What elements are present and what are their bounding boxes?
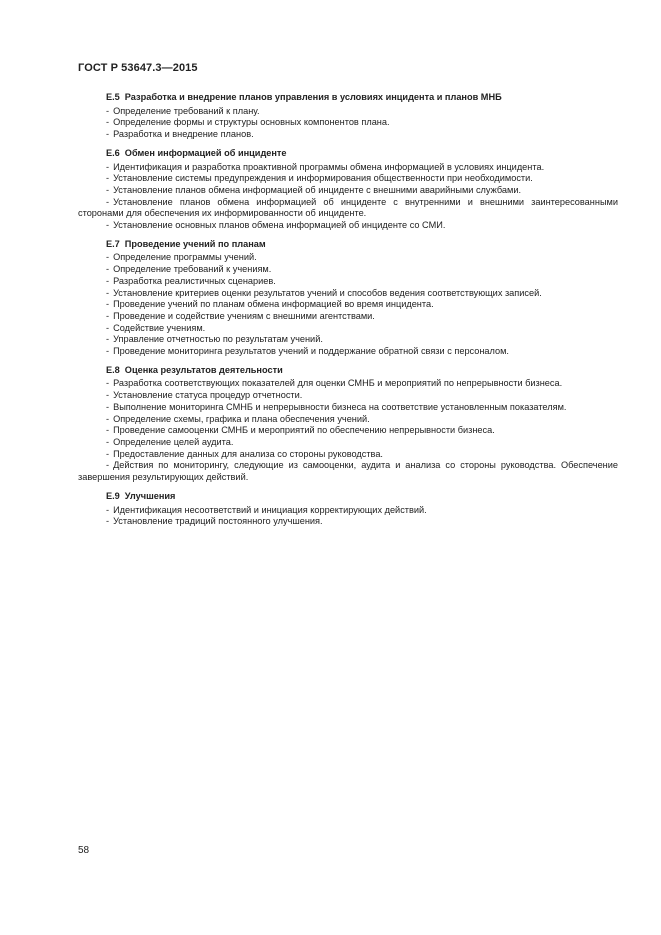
list-item <box>78 299 618 311</box>
list-item-text: Разработка и внедрение планов. <box>113 129 254 140</box>
section-number: Е.8 <box>106 364 120 375</box>
bullet-dash: - <box>106 346 110 357</box>
list-item <box>78 276 618 288</box>
document-body <box>78 92 618 535</box>
section-e9 <box>78 491 618 528</box>
section-e6 <box>78 148 618 232</box>
bullet-dash: - <box>106 436 110 447</box>
bullet-dash: - <box>106 310 110 321</box>
bullet-dash: - <box>106 275 110 286</box>
bullet-dash: - <box>106 322 110 333</box>
list-item <box>78 414 618 426</box>
list-item <box>78 402 618 414</box>
bullet-dash: - <box>106 264 110 275</box>
list-item <box>78 378 618 390</box>
bullet-dash: - <box>106 105 110 116</box>
bullet-dash: - <box>106 516 110 527</box>
list-item-text: Установление основных планов обмена информацией об инциденте со СМИ. <box>113 220 446 231</box>
list-item-text: Разработка соответствующих показателей для оценки СМНБ и мероприятий по непрерывности бизнеса. <box>113 378 563 389</box>
section-e8 <box>78 365 618 484</box>
list-item <box>78 173 618 185</box>
list-item-text: Выполнение мониторинга СМНБ и непрерывности бизнеса на соответствие установленным показателям. <box>113 401 567 412</box>
list-item-text: Разработка реалистичных сценариев. <box>113 275 276 286</box>
bullet-dash: - <box>106 448 110 459</box>
list-item <box>78 425 618 437</box>
list-item <box>78 264 618 276</box>
section-heading: Оценка результатов деятельности <box>124 364 283 375</box>
bullet-dash: - <box>106 378 110 389</box>
list-item <box>78 117 618 129</box>
list-item <box>78 505 618 517</box>
section-e5 <box>78 92 618 141</box>
page-number: 58 <box>78 845 90 856</box>
list-item-text: Проведение и содействие учениям с внешними агентствами. <box>113 310 375 321</box>
list-item <box>78 185 618 197</box>
bullet-dash: - <box>106 220 110 231</box>
bullet-dash: - <box>106 425 110 436</box>
list-item-text: Установление планов обмена информацией об инциденте с внешними аварийными службами. <box>113 184 522 195</box>
list-item-text: Проведение мониторинга результатов учений и поддержание обратной связи с персоналом. <box>113 346 509 357</box>
list-item <box>78 449 618 461</box>
section-heading: Улучшения <box>124 490 176 501</box>
section-title <box>78 491 618 503</box>
list-item <box>78 106 618 118</box>
list-item-text: Проведение учений по планам обмена информацией во время инцидента. <box>113 299 434 310</box>
bullet-dash: - <box>106 334 110 345</box>
list-item <box>78 437 618 449</box>
bullet-dash: - <box>106 390 110 401</box>
list-item-text: Определение формы и структуры основных компонентов плана. <box>113 117 390 128</box>
list-item <box>78 516 618 528</box>
bullet-dash: - <box>106 184 110 195</box>
list-item-text: Определение требований к учениям. <box>113 264 272 275</box>
list-item <box>78 390 618 402</box>
bullet-dash: - <box>106 252 110 263</box>
list-item-text: Определение требований к плану. <box>113 105 260 116</box>
list-item <box>78 334 618 346</box>
list-item-text: Определение схемы, графика и плана обеспечения учений. <box>113 413 370 424</box>
list-item-text: Определение программы учений. <box>113 252 257 263</box>
list-item-text: Проведение самооценки СМНБ и мероприятий по обеспечению непрерывности бизнеса. <box>113 425 495 436</box>
bullet-dash: - <box>106 460 110 471</box>
list-item <box>78 252 618 264</box>
list-item-text: Установление планов обмена информацией об инциденте с внутренними и внешними заинтересованными сторонами для обеспечения их информированности об инциденте. <box>78 196 618 219</box>
bullet-dash: - <box>106 299 110 310</box>
section-title <box>78 365 618 377</box>
section-heading: Разработка и внедрение планов управления в условиях инцидента и планов МНБ <box>124 92 502 102</box>
list-item <box>78 162 618 174</box>
list-item-text: Установление системы предупреждения и информирования общественности при необходимости. <box>113 173 533 184</box>
section-number: Е.5 <box>106 92 120 102</box>
bullet-dash: - <box>106 413 110 424</box>
section-title <box>78 92 618 104</box>
list-item <box>78 323 618 335</box>
list-item <box>78 129 618 141</box>
bullet-dash: - <box>106 161 110 172</box>
document-header: ГОСТ Р 53647.3—2015 <box>78 62 198 74</box>
bullet-dash: - <box>106 196 110 207</box>
list-item <box>78 311 618 323</box>
list-item <box>78 288 618 300</box>
list-item-text: Содействие учениям. <box>113 322 206 333</box>
list-item <box>78 197 618 220</box>
section-title <box>78 148 618 160</box>
section-e7 <box>78 239 618 358</box>
bullet-dash: - <box>106 117 110 128</box>
list-item <box>78 220 618 232</box>
bullet-dash: - <box>106 173 110 184</box>
bullet-dash: - <box>106 401 110 412</box>
list-item-text: Установление традиций постоянного улучшения. <box>113 516 323 527</box>
section-number: Е.9 <box>106 490 120 501</box>
list-item-text: Определение целей аудита. <box>113 436 234 447</box>
list-item-text: Предоставление данных для анализа со стороны руководства. <box>113 448 383 459</box>
section-number: Е.6 <box>106 147 120 158</box>
section-title <box>78 239 618 251</box>
list-item <box>78 346 618 358</box>
bullet-dash: - <box>106 129 110 140</box>
list-item-text: Установление статуса процедур отчетности. <box>113 390 303 401</box>
list-item-text: Действия по мониторингу, следующие из самооценки, аудита и анализа со стороны руководства. Обеспечение завершения результирующих действий. <box>78 460 618 483</box>
bullet-dash: - <box>106 504 110 515</box>
list-item-text: Идентификация несоответствий и инициация корректирующих действий. <box>113 504 427 515</box>
section-number: Е.7 <box>106 238 120 249</box>
list-item <box>78 460 618 483</box>
list-item-text: Идентификация и разработка проактивной программы обмена информацией в условиях инцидента. <box>113 161 545 172</box>
list-item-text: Установление критериев оценки результатов учений и способов ведения соответствующих записей. <box>113 287 542 298</box>
section-heading: Проведение учений по планам <box>124 238 266 249</box>
section-heading: Обмен информацией об инциденте <box>124 147 287 158</box>
list-item-text: Управление отчетностью по результатам учений. <box>113 334 323 345</box>
bullet-dash: - <box>106 287 110 298</box>
